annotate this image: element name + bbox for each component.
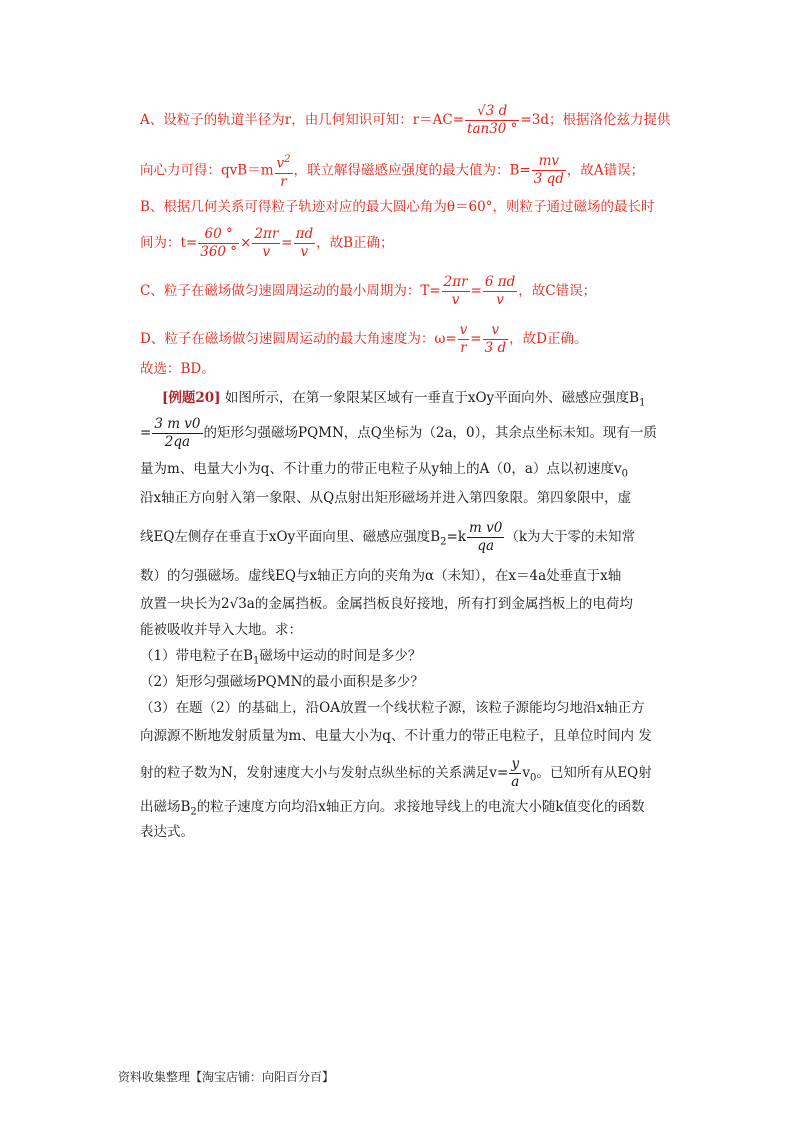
question-3-line1: （3）在题（2）的基础上，沿OA放置一个线状粒子源，该粒子源能均匀地沿x轴正方 (140, 700, 645, 716)
fraction-60-360: $\frac{60 ^\circ}{360 ^\circ}$ (200, 226, 238, 260)
fraction-ac: $\frac{√3 d}{\tan 30 ^\circ}$ (467, 103, 518, 137)
example-line3: 量为m、电量大小为q、不计重力的带正电粒子从y轴上的A（0，a）点以初速度$v_0$ (140, 461, 628, 480)
question-3-line5: 表达式。 (140, 824, 194, 840)
question-3-line4: 出磁场$B_2$的粒子速度方向均沿x轴正方向。求接地导线上的电流大小随k值变化的函数 (140, 799, 645, 818)
fraction-mv-3qd: $\frac{mv}{3 qd}$ (533, 153, 564, 188)
solution-a-line1: A、设粒子的轨道半径为r，由几何知识可知：r＝AC= $\frac{√3 d}{\tan 30 ^\circ}$ =3d；根据洛伦兹力提供 (140, 103, 671, 137)
fraction-b2: $\frac{\text{m v0}}{qa}$ (469, 520, 503, 554)
footer-source: 资料收集整理【淘宝店铺：向阳百分百】 (118, 1070, 335, 1084)
example-label: [例题20] (162, 390, 221, 406)
example-line7: 放置一块长为2√3a的金属挡板。金属挡板良好接地，所有打到金属挡板上的电荷均 (140, 596, 633, 612)
fraction-6pid-v: $\frac{6 \pi d}{v}$ (484, 274, 516, 308)
question-3-line2: 向源源不断地发射质量为m、电量大小为q、不计重力的带正电粒子，且单位时间内 发 (140, 728, 652, 744)
example-line4: 沿x轴正方向射入第一象限、从Q点射出矩形磁场并进入第四象限。第四象限中，虚 (140, 490, 632, 506)
fraction-pid-v: $\frac{\pi d}{v}$ (295, 226, 314, 260)
fraction-y-a: $\frac{y}{a}$ (511, 756, 520, 790)
solution-a-line2: 向心力可得：qvB＝m $\frac{v^2}{r}$ ，联立解得磁感应强度的最大值为：B= $\frac{mv}{3 qd}$ ，故A错误； (140, 151, 685, 191)
question-2: （2）矩形匀强磁场PQMN的最小面积是多少？ (140, 674, 424, 690)
fraction-v-r: $\frac{v}{r}$ (459, 322, 468, 356)
fraction-v2-r: $\frac{v^2}{r}$ (275, 151, 293, 191)
example-line8: 能被吸收并导入大地。求： (140, 622, 302, 638)
example-line1: [例题20] 如图所示，在第一象限某区域有一垂直于xOy平面向外、磁感应强度$B_1$ (162, 390, 646, 409)
fraction-2pir-v-c: $\frac{2\pi r}{v}$ (443, 274, 468, 308)
fraction-2pir-v: $\frac{2\pi r}{v}$ (254, 226, 279, 260)
fraction-b1: $\frac{\text{3 m v0}}{2qa}$ (154, 416, 201, 450)
fraction-v-3d: $\frac{v}{3 d}$ (484, 322, 507, 356)
solution-b-line2: 间为：t= $\frac{60 ^\circ}{360 ^\circ}$ × $\frac{2\pi r}{v}$ = $\frac{\pi d}{v}$ ，故B正确； (140, 226, 394, 260)
example-line6: 数）的匀强磁场。虚线EQ与x轴正方向的夹角为α（未知），在x＝4a处垂直于x轴 (140, 568, 622, 584)
example-line5: 线EQ左侧存在垂直于xOy平面向里、磁感应强度$B_2=k$ $\frac{\text{m v0}}{qa}$ （k为大于零的未知常 (140, 520, 636, 554)
question-1: （1）带电粒子在$B_1$磁场中运动的时间是多少？ (140, 648, 422, 667)
example-line2: = $\frac{\text{3 m v0}}{2qa}$ 的矩形匀强磁场PQMN，点Q坐标为（2a，0），其余点坐标未知。现有一质 (140, 416, 657, 450)
question-3-line3: 射的粒子数为N，发射速度大小与发射点纵坐标的关系满足v= $\frac{y}{a}$ $v_0$。已知所有从EQ射 (140, 756, 652, 790)
solution-d-line: D、粒子在磁场做匀速圆周运动的最大角速度为：ω= $\frac{v}{r}$ = $\frac{v}{3 d}$ ，故D正确。 (140, 322, 588, 356)
answer-line: 故选：BD。 (140, 361, 215, 377)
solution-b-line1: B、根据几何关系可得粒子轨迹对应的最大圆心角为θ＝60°，则粒子通过磁场的最长时 (140, 199, 655, 215)
solution-c-line: C、粒子在磁场做匀速圆周运动的最小周期为：T= $\frac{2\pi r}{v}$ = $\frac{6 \pi d}{v}$ ，故C错误； (140, 274, 597, 308)
